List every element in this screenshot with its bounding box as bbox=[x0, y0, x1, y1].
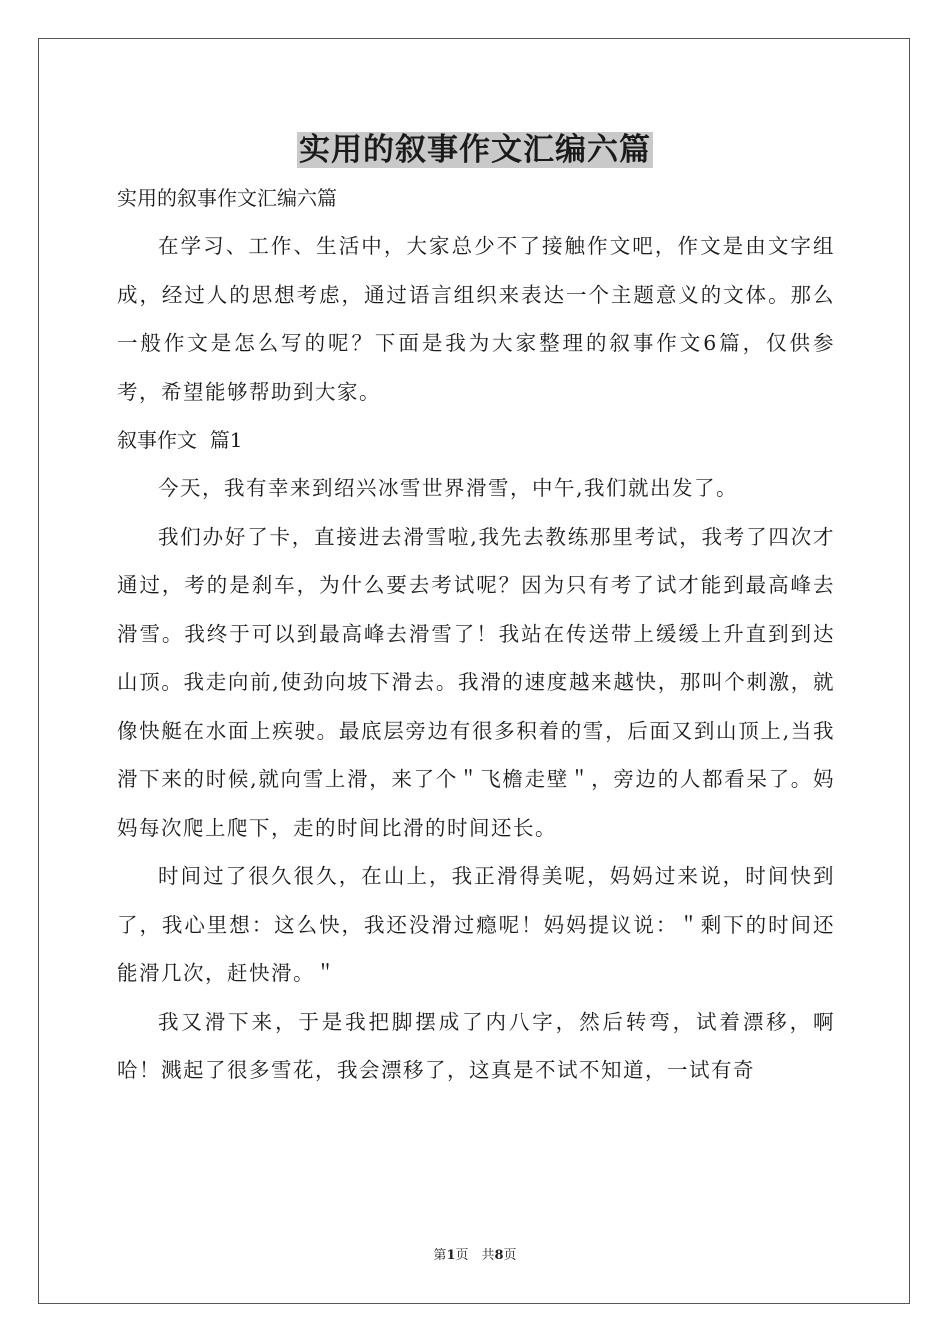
body-paragraph-1: 今天，我有幸来到绍兴冰雪世界滑雪，中午,我们就出发了。 bbox=[158, 476, 739, 500]
intro-paragraph: 在学习、工作、生活中，大家总少不了接触作文吧，作文是由文字组成，经过人的思想考虑，通过语言组织来表达一个主题意义的文体。那么一般作文是怎么写的呢？下面是我为大家整理的叙事作文6篇，仅供参考，希望能够帮助到大家。 bbox=[117, 234, 835, 404]
current-page-number: 1 bbox=[446, 1248, 456, 1263]
document-body bbox=[117, 174, 835, 1095]
document-title bbox=[0, 126, 950, 174]
body-paragraph-2: 我们办好了卡，直接进去滑雪啦,我先去教练那里考试，我考了四次才通过，考的是刹车，为什么要去考试呢？因为只有考了试才能到最高峰去滑雪。我终于可以到最高峰去滑雪了！我站在传送带上缓缓上升直到到达山顶。我走向前,使劲向坡下滑去。我滑的速度越来越快，那叫个刺激，就像快艇在水面上疾驶。最底层旁边有很多积着的雪，后面又到山顶上,当我滑下来的时候,就向雪上滑，来了个＂飞檐走壁＂，旁边的人都看呆了。妈妈每次爬上爬下，走的时间比滑的时间还长。 bbox=[117, 524, 835, 840]
section-heading: 叙事作文 篇1 bbox=[117, 428, 243, 452]
page-mid: 页 共 bbox=[455, 1248, 495, 1263]
page-prefix: 第 bbox=[433, 1248, 447, 1263]
page-footer bbox=[0, 1244, 950, 1263]
body-paragraph-3: 时间过了很久很久，在山上，我正滑得美呢，妈妈过来说，时间快到了，我心里想：这么快，我还没滑过瘾呢！妈妈提议说：＂剩下的时间还能滑几次，赶快滑。＂ bbox=[117, 864, 835, 985]
document-subtitle: 实用的叙事作文汇编六篇 bbox=[117, 186, 337, 210]
document-title-text: 实用的叙事作文汇编六篇 bbox=[299, 132, 651, 168]
total-page-number: 8 bbox=[494, 1248, 504, 1263]
page-suffix: 页 bbox=[503, 1248, 517, 1263]
body-paragraph-4: 我又滑下来，于是我把脚摆成了内八字，然后转弯，试着漂移，啊哈！溅起了很多雪花，我会漂移了，这真是不试不知道，一试有奇 bbox=[117, 1009, 835, 1082]
